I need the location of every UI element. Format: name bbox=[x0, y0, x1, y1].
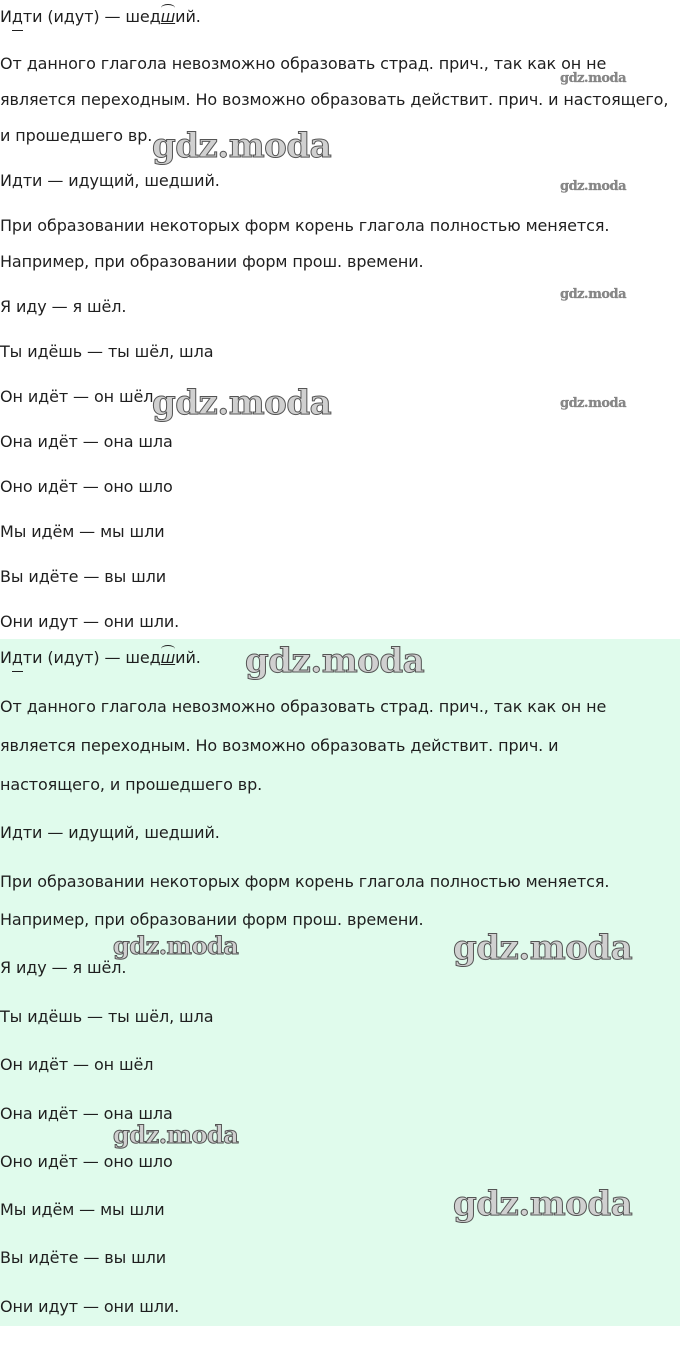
watermark-logo: gdz.moda bbox=[152, 383, 332, 423]
conjugation-line: Мы идём — мы шли bbox=[0, 1200, 165, 1219]
stressed-letter: д bbox=[11, 7, 23, 26]
suffix-mark: ш bbox=[160, 7, 176, 26]
conjugation-line: Вы идёте — вы шли bbox=[0, 567, 167, 586]
conjugation-line: Ты идёшь — ты шёл, шла bbox=[0, 1007, 214, 1026]
conjugation-line: Ты идёшь — ты шёл, шла bbox=[0, 342, 214, 361]
watermark-logo: gdz.moda bbox=[560, 179, 627, 194]
heading-text: И bbox=[0, 7, 12, 26]
paragraph-line: является переходным. Но возможно образовать действит. прич. и настоящего, bbox=[0, 90, 669, 109]
participle-forms: Идти — идущий, шедший. bbox=[0, 171, 220, 190]
conjugation-line: Я иду — я шёл. bbox=[0, 958, 127, 977]
heading-text: И bbox=[0, 648, 12, 667]
heading-text: ий. bbox=[175, 648, 201, 667]
watermark-logo: gdz.moda bbox=[560, 396, 627, 411]
paragraph-line: является переходным. Но возможно образовать действит. прич. и bbox=[0, 736, 559, 755]
watermark-logo: gdz.moda bbox=[152, 126, 332, 166]
paragraph-line: и прошедшего вр. bbox=[0, 126, 153, 145]
watermark-logo: gdz.moda bbox=[113, 931, 239, 960]
stressed-letter: д bbox=[11, 648, 23, 667]
participle-forms: Идти — идущий, шедший. bbox=[0, 823, 220, 842]
paragraph-line: От данного глагола невозможно образовать страд. прич., так как он не bbox=[0, 697, 607, 716]
conjugation-line: Вы идёте — вы шли bbox=[0, 1248, 167, 1267]
conjugation-line: Он идёт — он шёл bbox=[0, 1055, 154, 1074]
conjugation-line: Я иду — я шёл. bbox=[0, 297, 127, 316]
watermark-logo: gdz.moda bbox=[453, 1184, 633, 1224]
conjugation-line: Она идёт — она шла bbox=[0, 1104, 173, 1123]
heading-text: ий. bbox=[175, 7, 201, 26]
suffix-mark: ш bbox=[160, 648, 176, 667]
conjugation-line: Мы идём — мы шли bbox=[0, 522, 165, 541]
conjugation-line: Они идут — они шли. bbox=[0, 612, 180, 631]
verb-heading bbox=[0, 7, 201, 26]
heading-text: ти (идут) — шед bbox=[22, 648, 161, 667]
heading-text: ти (идут) — шед bbox=[22, 7, 161, 26]
paragraph-line: От данного глагола невозможно образовать страд. прич., так как он не bbox=[0, 54, 607, 73]
conjugation-line: Оно идёт — оно шло bbox=[0, 477, 173, 496]
paragraph-line: настоящего, и прошедшего вр. bbox=[0, 775, 263, 794]
paragraph-line: Например, при образовании форм прош. времени. bbox=[0, 910, 424, 929]
conjugation-line: Он идёт — он шёл bbox=[0, 387, 154, 406]
paragraph-line: Например, при образовании форм прош. времени. bbox=[0, 252, 424, 271]
conjugation-line: Она идёт — она шла bbox=[0, 432, 173, 451]
watermark-logo: gdz.moda bbox=[245, 641, 425, 681]
watermark-logo: gdz.moda bbox=[113, 1120, 239, 1149]
watermark-logo: gdz.moda bbox=[560, 287, 627, 302]
paragraph-line: При образовании некоторых форм корень глагола полностью меняется. bbox=[0, 872, 610, 891]
conjugation-line: Оно идёт — оно шло bbox=[0, 1152, 173, 1171]
paragraph-line: При образовании некоторых форм корень глагола полностью меняется. bbox=[0, 216, 610, 235]
conjugation-line: Они идут — они шли. bbox=[0, 1297, 180, 1316]
watermark-logo: gdz.moda bbox=[453, 928, 633, 968]
watermark-logo: gdz.moda bbox=[560, 71, 627, 86]
verb-heading bbox=[0, 648, 201, 667]
